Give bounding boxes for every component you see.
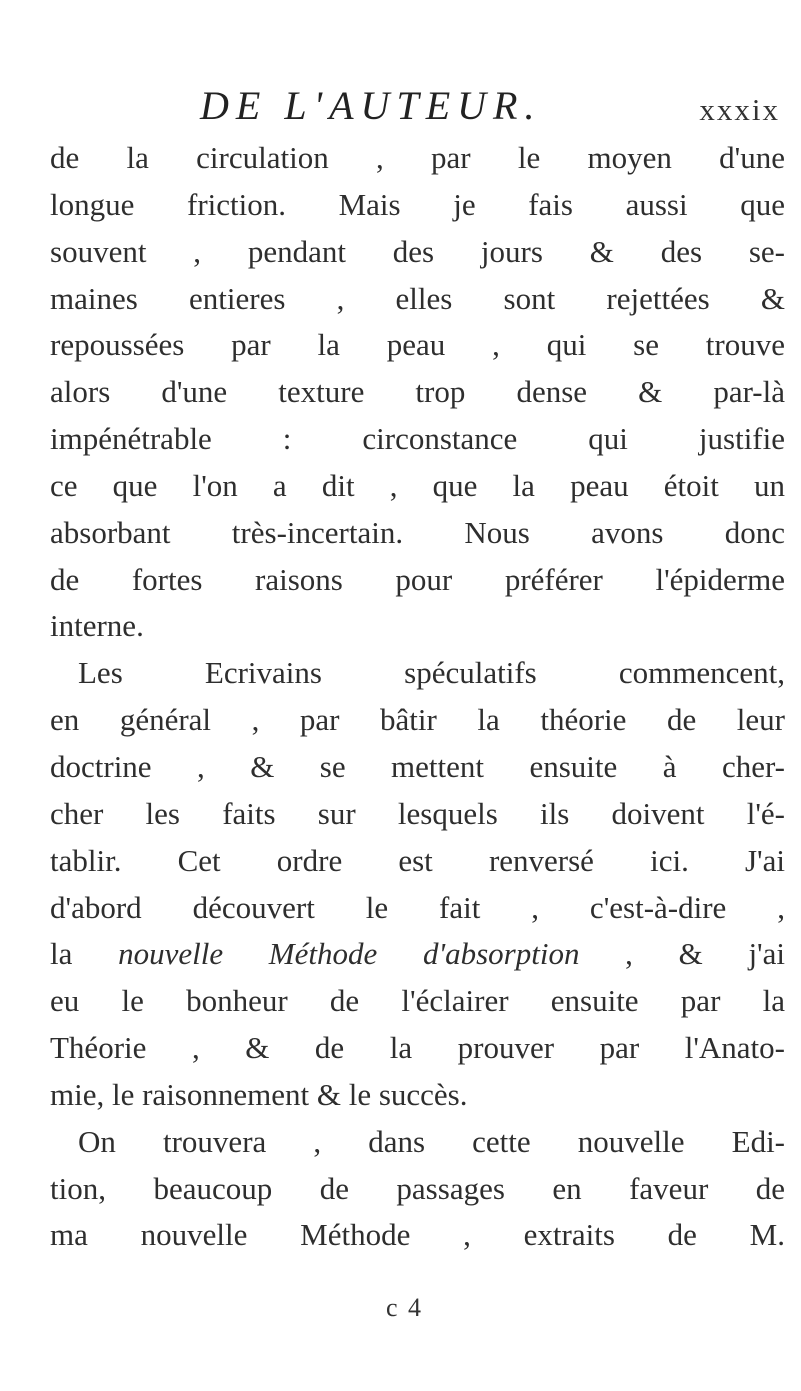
text-line: souvent , pendant des jours & des se- (50, 233, 785, 269)
text-line: Théorie , & de la prouver par l'Anato- (50, 1030, 785, 1066)
text-line: Les Ecrivains spéculatifs commencent, (78, 655, 785, 691)
text-line: ce que l'on a dit , que la peau étoit un (50, 467, 785, 503)
text-line: impénétrable : circonstance qui justifie (50, 421, 785, 457)
text-fragment: la (50, 936, 73, 972)
text-line: doctrine , & se mettent ensuite à cher- (50, 748, 785, 784)
text-line-italic (50, 931, 785, 978)
text-line: mie, le raisonnement & le succès. (50, 1076, 468, 1112)
text-line: de la circulation , par le moyen d'une (50, 140, 785, 175)
text-line: ma nouvelle Méthode , extraits de M. (50, 1217, 785, 1253)
text-line: de fortes raisons pour préférer l'épiderme (50, 561, 785, 597)
text-line: tablir. Cet ordre est renversé ici. J'ai (50, 842, 785, 878)
page-header (200, 82, 790, 132)
text-line: cher les faits sur lesquels ils doivent l'é- (50, 795, 785, 831)
page-number: xxxix (699, 92, 780, 127)
body-text (50, 135, 785, 1259)
running-title: DE L'AUTEUR. (200, 83, 542, 128)
text-line: absorbant très-incertain. Nous avons donc (50, 514, 785, 550)
text-fragment: , & j'ai (625, 936, 785, 972)
text-line: maines entieres , elles sont rejettées & (50, 280, 785, 316)
text-line: interne. (50, 608, 144, 644)
text-line: eu le bonheur de l'éclairer ensuite par la (50, 983, 785, 1019)
text-line: tion, beaucoup de passages en faveur de (50, 1170, 785, 1206)
text-line: longue friction. Mais je fais aussi que (50, 186, 785, 222)
text-line: On trouvera , dans cette nouvelle Edi- (78, 1123, 785, 1159)
text-line: repoussées par la peau , qui se trouve (50, 327, 785, 363)
text-line: en général , par bâtir la théorie de leur (50, 702, 785, 738)
text-line: d'abord découvert le fait , c'est-à-dire , (50, 889, 785, 925)
signature-mark: c 4 (386, 1293, 424, 1322)
italic-title: nouvelle Méthode d'absorption (118, 936, 580, 972)
text-line: alors d'une texture trop dense & par-là (50, 374, 785, 410)
